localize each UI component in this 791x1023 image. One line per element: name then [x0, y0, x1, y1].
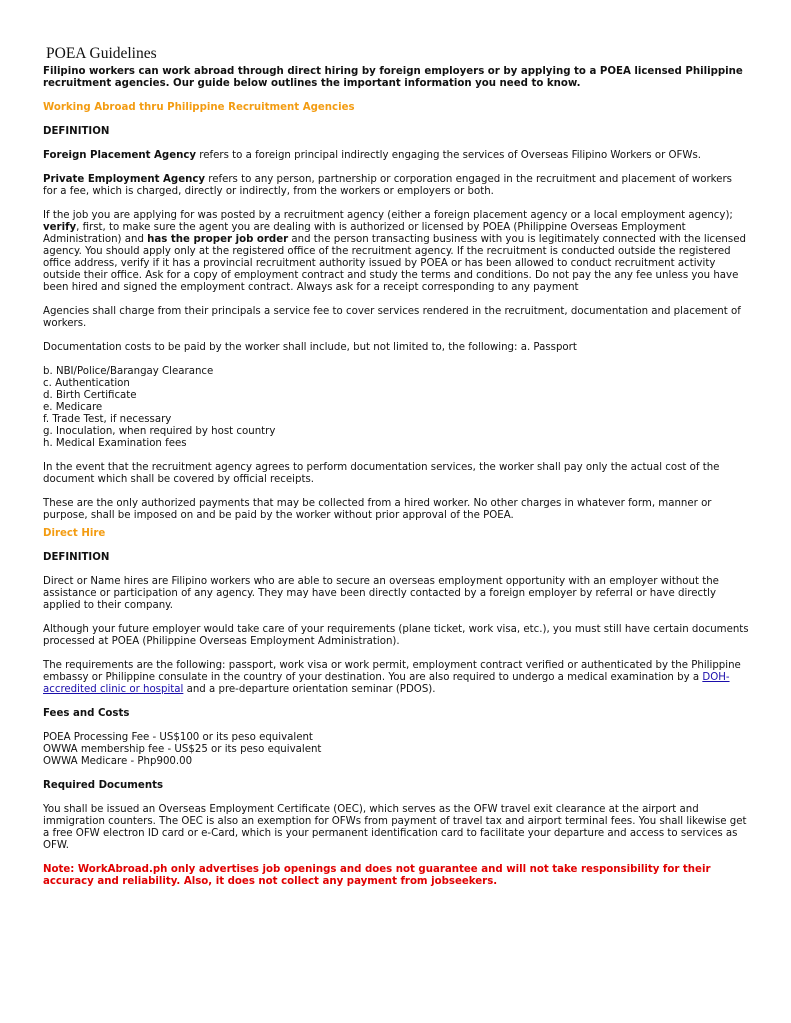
- list-item: OWWA membership fee - US$25 or its peso equivalent: [43, 744, 322, 755]
- list-item: c. Authentication: [43, 378, 130, 389]
- verify-pre: If the job you are applying for was posted by a recruitment agency (either a foreign placement agency or a local employment agency);: [43, 210, 733, 221]
- pea-text: refers to any person, partnership or corporation engaged in the recruitment and placement of workers for a fee, which is charged, directly or indirectly, from the workers or employers or both.: [43, 174, 732, 197]
- fpa-definition: [43, 150, 749, 162]
- agencies-section-heading: Working Abroad thru Philippine Recruitment Agencies: [43, 102, 355, 113]
- direct-hire-section-heading: Direct Hire: [43, 528, 106, 539]
- pea-term: Private Employment Agency: [43, 174, 206, 185]
- pea-definition: [43, 174, 749, 198]
- requirements-pre: The requirements are the following: passport, work visa or work permit, employment contract verified or authenticated by the Philippine embassy or Philippine consulate in the country of your destination. You are also required to undergo a medical examination by a: [43, 660, 741, 683]
- doh-clinic-link[interactable]: DOH-accredited clinic or hospital: [43, 672, 730, 695]
- page-title: POEA Guidelines: [46, 45, 157, 62]
- list-item: e. Medicare: [43, 402, 103, 413]
- disclaimer-note: Note: WorkAbroad.ph only advertises job openings and does not guarantee and will not take responsibility for their accuracy and reliability. Also, it does not collect any payment from jobseekers.: [43, 864, 711, 887]
- verify-strong: has the proper job order: [147, 234, 289, 245]
- direct-hire-definition: Direct or Name hires are Filipino workers who are able to secure an overseas employment opportunity with an employer without the assistance or participation of any agency. They may have been directly contacted by a foreign employer by referral or have directly applied to their company.: [43, 576, 719, 611]
- verify-word: verify: [43, 222, 77, 233]
- doc-costs-paragraph: Documentation costs to be paid by the worker shall include, but not limited to, the following: a. Passport: [43, 342, 577, 353]
- direct-hire-definition-label: DEFINITION: [43, 552, 110, 563]
- fees-list: [43, 732, 749, 768]
- service-fee-paragraph: Agencies shall charge from their principals a service fee to cover services rendered in the recruitment, documentation and placement of workers.: [43, 306, 741, 329]
- fpa-text: refers to a foreign principal indirectly engaging the services of Overseas Filipino Workers or OFWs.: [196, 150, 702, 161]
- fees-heading: Fees and Costs: [43, 708, 130, 719]
- list-item: h. Medical Examination fees: [43, 438, 187, 449]
- verify-paragraph: [43, 210, 749, 294]
- list-item: b. NBI/Police/Barangay Clearance: [43, 366, 214, 377]
- required-docs-paragraph: You shall be issued an Overseas Employment Certificate (OEC), which serves as the OFW travel exit clearance at the airport and immigration counters. The OEC is also an exemption for OFWs from payment of travel tax and airport terminal fees. You shall likewise get a free OFW electron ID card or e-Card, which is your permanent identification card to facilitate your departure and access to services as OFW.: [43, 804, 747, 851]
- intro-paragraph: Filipino workers can work abroad through direct hiring by foreign employers or by applying to a POEA licensed Philippine recruitment agencies. Our guide below outlines the important information you need to know.: [43, 66, 743, 89]
- doc-costs-list: [43, 366, 749, 450]
- list-item: g. Inoculation, when required by host country: [43, 426, 276, 437]
- requirements-post: and a pre-departure orientation seminar (PDOS).: [183, 684, 436, 695]
- verify-mid: , first, to make sure the agent you are dealing with is authorized or licensed by POEA (Philippine Overseas Employment Administration) and: [43, 222, 686, 245]
- direct-hire-requirements-note: Although your future employer would take care of your requirements (plane ticket, work visa, etc.), you must still have certain documents processed at POEA (Philippine Overseas Employment Administration).: [43, 624, 749, 647]
- list-item: OWWA Medicare - Php900.00: [43, 756, 193, 767]
- actual-cost-paragraph: In the event that the recruitment agency agrees to perform documentation services, the worker shall pay only the actual cost of the document which shall be covered by official receipts.: [43, 462, 720, 485]
- authorized-payments-paragraph: These are the only authorized payments that may be collected from a hired worker. No other charges in whatever form, manner or purpose, shall be imposed on and be paid by the worker without prior approval of the POEA.: [43, 498, 712, 521]
- agencies-definition-label: DEFINITION: [43, 126, 110, 137]
- list-item: d. Birth Certificate: [43, 390, 137, 401]
- list-item: POEA Processing Fee - US$100 or its peso equivalent: [43, 732, 313, 743]
- fpa-term: Foreign Placement Agency: [43, 150, 197, 161]
- list-item: f. Trade Test, if necessary: [43, 414, 172, 425]
- verify-post: and the person transacting business with you is legitimately connected with the licensed agency. You should apply only at the registered office of the recruitment agency. If the recruitment is conducted outside the registered office address, verify if it has a provincial recruitment authority issued by POEA or has been allowed to conduct recruitment activity outside their office. Ask for a copy of employment contract and study the terms and conditions. Do not pay the any fee unless you have been hired and signed the employment contract. Always ask for a receipt corresponding to any payment: [43, 234, 746, 293]
- required-docs-heading: Required Documents: [43, 780, 164, 791]
- direct-hire-requirements: [43, 660, 749, 696]
